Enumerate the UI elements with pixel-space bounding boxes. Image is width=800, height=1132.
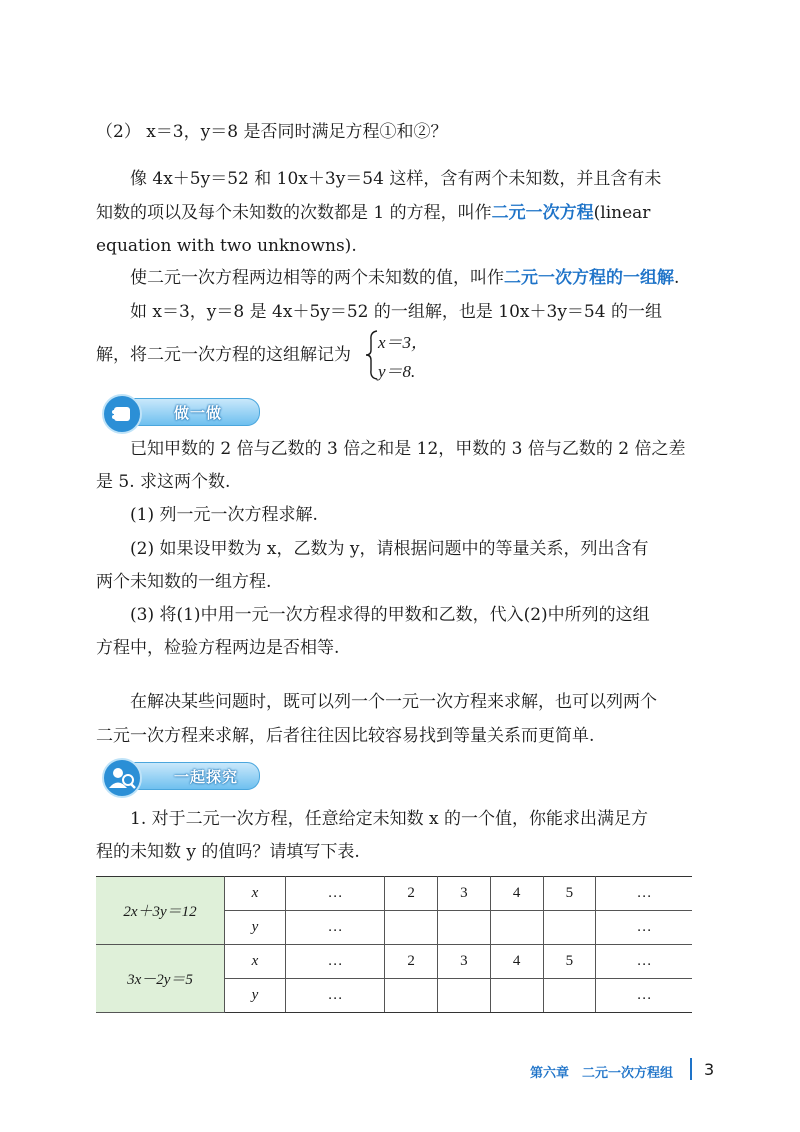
paragraph-line [96,201,706,225]
paragraph-line: 两个未知数的一组方程. [96,572,272,592]
paragraph-line: 1. 对于二元一次方程，任意给定未知数 x 的一个值，你能求出满足方 [130,809,649,829]
brace-icon [365,330,379,380]
hand-icon [102,394,142,434]
system-line-1: x＝3， [378,333,429,352]
chapter-footer: 第六章 二元一次方程组 [530,1066,674,1081]
table-cell: x [225,877,286,911]
page-number: 3 [704,1060,715,1079]
magnifier-person-icon [102,758,142,798]
paragraph-line: (2) 如果设甲数为 x，乙数为 y，请根据问题中的等量关系，列出含有 [130,539,649,559]
text-span: (linear [593,203,651,223]
blank-cell [385,911,438,945]
banner-explore [100,758,260,792]
table-cell: … [596,877,692,911]
paragraph-line: 已知甲数的 2 倍与乙数的 3 倍之和是 12，甲数的 3 倍与乙数的 2 倍之差 [130,439,686,459]
equation-cell: 2x＋3y＝12 [96,877,225,945]
question-2: （2） x＝3，y＝8 是否同时满足方程①和②？ [96,122,448,142]
table-cell: 2 [385,877,438,911]
text-span: . [674,268,680,288]
table-row [96,877,692,911]
table-cell: … [286,877,385,911]
table-cell: 5 [543,877,596,911]
table-cell: 3 [438,877,491,911]
table-cell: … [596,945,692,979]
blank-cell [490,979,543,1013]
blank-cell [438,979,491,1013]
table-cell: y [225,911,286,945]
system-line-2: y＝8. [378,362,416,381]
equation-cell: 3x－2y＝5 [96,945,225,1013]
banner-do [100,394,260,428]
paragraph-line [130,266,740,290]
blank-cell [438,911,491,945]
term-linear-equation: 二元一次方程 [491,203,594,223]
paragraph-line: 像 4x＋5y＝52 和 10x＋3y＝54 这样，含有两个未知数，并且含有未 [130,169,662,189]
banner-do-label: 做一做 [174,404,223,422]
paragraph-line: 二元一次方程来求解，后者往往因比较容易找到等量关系而更简单. [96,726,595,746]
table-cell: 4 [490,945,543,979]
paragraph-line: 程的未知数 y 的值吗？请填写下表. [96,842,360,862]
table-cell: … [596,979,692,1013]
paragraph-line: (3) 将(1)中用一元一次方程求得的甲数和乙数，代入(2)中所列的这组 [130,605,650,625]
table-row [96,945,692,979]
paragraph-line: equation with two unknowns). [96,236,357,256]
table-cell: x [225,945,286,979]
blank-cell [543,979,596,1013]
footer-divider [690,1058,692,1080]
term-solution: 二元一次方程的一组解 [504,268,674,288]
paragraph-line: 方程中，检验方程两边是否相等. [96,638,340,658]
text-span: 知数的项以及每个未知数的次数都是 1 的方程，叫作 [96,203,492,223]
table-cell: 4 [490,877,543,911]
paragraph-line: 解，将二元一次方程的这组解记为 [96,345,351,365]
blank-cell [490,911,543,945]
blank-cell [543,911,596,945]
table-cell: 2 [385,945,438,979]
table-cell: … [286,979,385,1013]
table-cell: … [596,911,692,945]
text-span: 使二元一次方程两边相等的两个未知数的值，叫作 [130,268,504,288]
paragraph-line: (1) 列一元一次方程求解. [130,505,318,525]
paragraph-line: 在解决某些问题时，既可以列一个一元一次方程来求解，也可以列两个 [130,692,657,712]
banner-explore-label: 一起探究 [174,768,239,786]
values-table [96,876,692,1013]
table-cell: … [286,911,385,945]
blank-cell [385,979,438,1013]
paragraph-line: 如 x＝3，y＝8 是 4x＋5y＝52 的一组解，也是 10x＋3y＝54 的一组 [130,302,662,322]
table-cell: … [286,945,385,979]
paragraph-line: 是 5. 求这两个数. [96,472,231,492]
table-cell: y [225,979,286,1013]
table-cell: 5 [543,945,596,979]
table-cell: 3 [438,945,491,979]
